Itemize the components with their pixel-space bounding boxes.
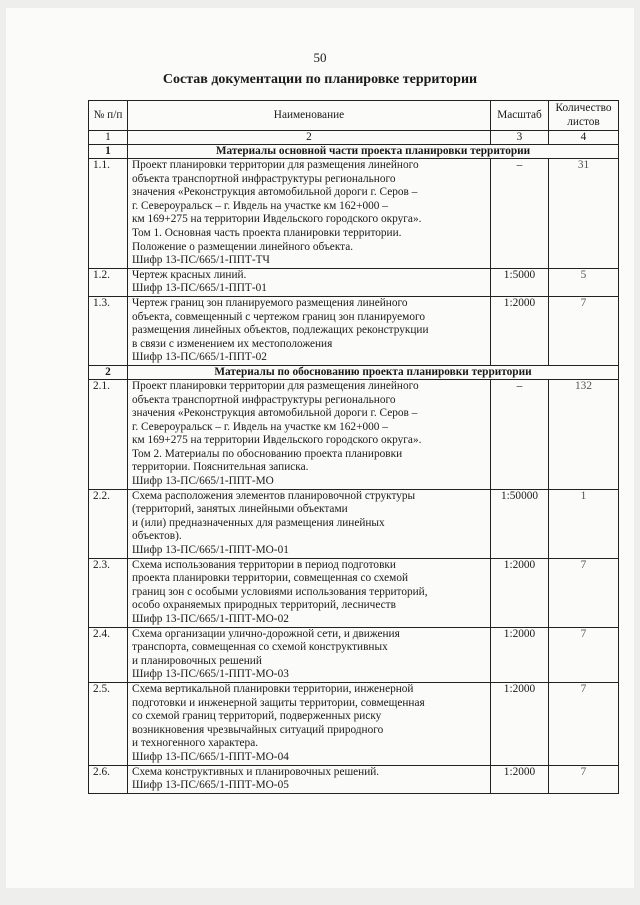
item-name-line: значения «Реконструкция автомобильной дороги г. Серов – <box>132 186 418 199</box>
header-num: № п/п <box>89 101 128 131</box>
item-sheet-count: 7 <box>549 682 619 765</box>
item-sheet-count: 7 <box>549 765 619 793</box>
item-name-line: объекта транспортной инфраструктуры регионального <box>132 172 396 185</box>
item-sheet-count: 1 <box>549 489 619 558</box>
item-name-line: Шифр 13-ПС/665/1-ППТ-МО-05 <box>132 779 289 792</box>
item-name-line: Схема конструктивных и планировочных решений. <box>132 765 380 778</box>
item-name <box>128 682 491 765</box>
item-name-line: Чертеж границ зон планируемого размещения линейного <box>132 296 408 309</box>
item-name <box>128 489 491 558</box>
item-name-line: Проект планировки территории для размещения линейного <box>132 379 419 392</box>
item-number: 2.2. <box>89 489 128 558</box>
item-name <box>128 558 491 627</box>
item-name-line: размещения линейных объектов, подлежащих реконструкции <box>132 324 429 337</box>
table-row <box>89 489 619 558</box>
item-sheet-count: 31 <box>549 159 619 269</box>
item-name-line: г. Североуральск – г. Ивдель на участке км 162+000 – <box>132 420 388 433</box>
item-name-line: Шифр 13-ПС/665/1-ППТ-МО-02 <box>132 613 289 625</box>
item-name-line: Схема расположения элементов планировочной структуры <box>132 489 416 502</box>
item-name-line: Том 2. Материалы по обоснованию проекта планировки <box>132 447 403 460</box>
item-name-line: (территорий, занятых линейными объектами <box>132 503 348 516</box>
item-name-line: Шифр 13-ПС/665/1-ППТ-01 <box>132 282 267 295</box>
section-row <box>89 365 619 379</box>
section-number: 2 <box>89 365 128 379</box>
item-scale: 1:2000 <box>491 682 549 765</box>
section-title: Материалы основной части проекта планировки территории <box>128 145 619 159</box>
item-name-line: г. Североуральск – г. Ивдель на участке км 162+000 – <box>132 199 388 212</box>
item-name <box>128 765 491 793</box>
item-name-line: Шифр 13-ПС/665/1-ППТ-МО <box>132 475 274 488</box>
item-name-line: км 169+275 на территории Ивдельского городского округа». <box>132 434 422 447</box>
item-number: 2.1. <box>89 379 128 489</box>
item-name-line: подготовки и инженерной защиты территории, совмещенная <box>132 696 425 709</box>
item-name-line: Шифр 13-ПС/665/1-ППТ-ТЧ <box>132 254 270 267</box>
item-name-line: Проект планировки территории для размещения линейного <box>132 159 419 171</box>
item-scale: 1:50000 <box>491 489 549 558</box>
item-number: 2.6. <box>89 765 128 793</box>
documentation-table <box>88 100 619 794</box>
item-name-line: особо охраняемых природных территорий, лесничеств <box>132 599 396 612</box>
item-sheet-count: 7 <box>549 296 619 365</box>
item-name-line: Схема организации улично-дорожной сети, и движения <box>132 627 400 640</box>
section-row <box>89 145 619 159</box>
column-number: 3 <box>491 131 549 145</box>
section-title: Материалы по обоснованию проекта планировки территории <box>128 365 619 379</box>
item-name-line: со схемой границ территорий, подверженных риску <box>132 710 382 723</box>
item-name-line: Том 1. Основная часть проекта планировки территории. <box>132 226 402 239</box>
item-name <box>128 296 491 365</box>
item-number: 2.4. <box>89 627 128 682</box>
item-number: 1.2. <box>89 268 128 296</box>
item-name-line: и техногенного характера. <box>132 737 259 750</box>
item-scale: 1:2000 <box>491 558 549 627</box>
item-scale: – <box>491 379 549 489</box>
page-title: Состав документации по планировке территории <box>162 72 478 87</box>
item-name-line: значения «Реконструкция автомобильной дороги г. Серов – <box>132 407 418 420</box>
item-name-line: границ зон с особыми условиями использования территорий, <box>132 585 428 598</box>
table-row <box>89 159 619 269</box>
item-scale: 1:2000 <box>491 627 549 682</box>
item-name-line: транспорта, совмещенная со схемой конструктивных <box>132 641 388 654</box>
item-number: 1.1. <box>89 159 128 269</box>
header-count: Количество листов <box>549 101 619 131</box>
table-body <box>89 145 619 794</box>
item-name-line: объекта, совмещенный с чертежом границ зон планируемого <box>132 310 425 323</box>
item-scale: – <box>491 159 549 269</box>
column-number: 1 <box>89 131 128 145</box>
table-row <box>89 379 619 489</box>
column-number: 2 <box>128 131 491 145</box>
table-row <box>89 558 619 627</box>
header-row <box>89 101 619 131</box>
item-name-line: территории. Пояснительная записка. <box>132 461 309 474</box>
column-number: 4 <box>549 131 619 145</box>
item-sheet-count: 7 <box>549 627 619 682</box>
table-row <box>89 765 619 793</box>
table-row <box>89 296 619 365</box>
item-sheet-count: 5 <box>549 268 619 296</box>
item-name-line: объектов). <box>132 530 182 543</box>
item-name-line: Схема вертикальной планировки территории, инженерной <box>132 682 414 695</box>
item-name-line: объекта транспортной инфраструктуры регионального <box>132 393 396 406</box>
table-row <box>89 268 619 296</box>
item-name-line: в связи с изменением их местоположения <box>132 337 333 350</box>
item-name-line: Шифр 13-ПС/665/1-ППТ-МО-04 <box>132 750 289 763</box>
item-name <box>128 268 491 296</box>
table-row <box>89 682 619 765</box>
item-name-line: проекта планировки территории, совмещенная со схемой <box>132 572 409 585</box>
item-scale: 1:2000 <box>491 765 549 793</box>
table-row <box>89 627 619 682</box>
header-scale: Масштаб <box>491 101 549 131</box>
item-number: 1.3. <box>89 296 128 365</box>
item-name-line: Шифр 13-ПС/665/1-ППТ-02 <box>132 351 267 364</box>
page-number: 50 <box>313 50 327 65</box>
item-number: 2.3. <box>89 558 128 627</box>
item-name <box>128 627 491 682</box>
item-scale: 1:2000 <box>491 296 549 365</box>
item-name-line: Шифр 13-ПС/665/1-ППТ-МО-03 <box>132 668 289 681</box>
item-name <box>128 159 491 269</box>
item-name <box>128 379 491 489</box>
item-name-line: Схема использования территории в период подготовки <box>132 558 396 571</box>
item-name-line: Положение о размещении линейного объекта. <box>132 240 354 253</box>
item-sheet-count: 132 <box>549 379 619 489</box>
item-name-line: Чертеж красных линий. <box>132 268 247 281</box>
item-sheet-count: 7 <box>549 558 619 627</box>
item-name-line: Шифр 13-ПС/665/1-ППТ-МО-01 <box>132 544 289 557</box>
section-number: 1 <box>89 145 128 159</box>
column-number-row <box>89 131 619 145</box>
item-name-line: и планировочных решений <box>132 654 262 667</box>
item-name-line: и (или) предназначенных для размещения линейных <box>132 516 385 529</box>
item-name-line: возникновения чрезвычайных ситуаций природного <box>132 723 384 736</box>
document-page <box>6 8 634 888</box>
item-scale: 1:5000 <box>491 268 549 296</box>
item-name-line: км 169+275 на территории Ивдельского городского округа». <box>132 213 422 226</box>
item-number: 2.5. <box>89 682 128 765</box>
header-name: Наименование <box>128 101 491 131</box>
